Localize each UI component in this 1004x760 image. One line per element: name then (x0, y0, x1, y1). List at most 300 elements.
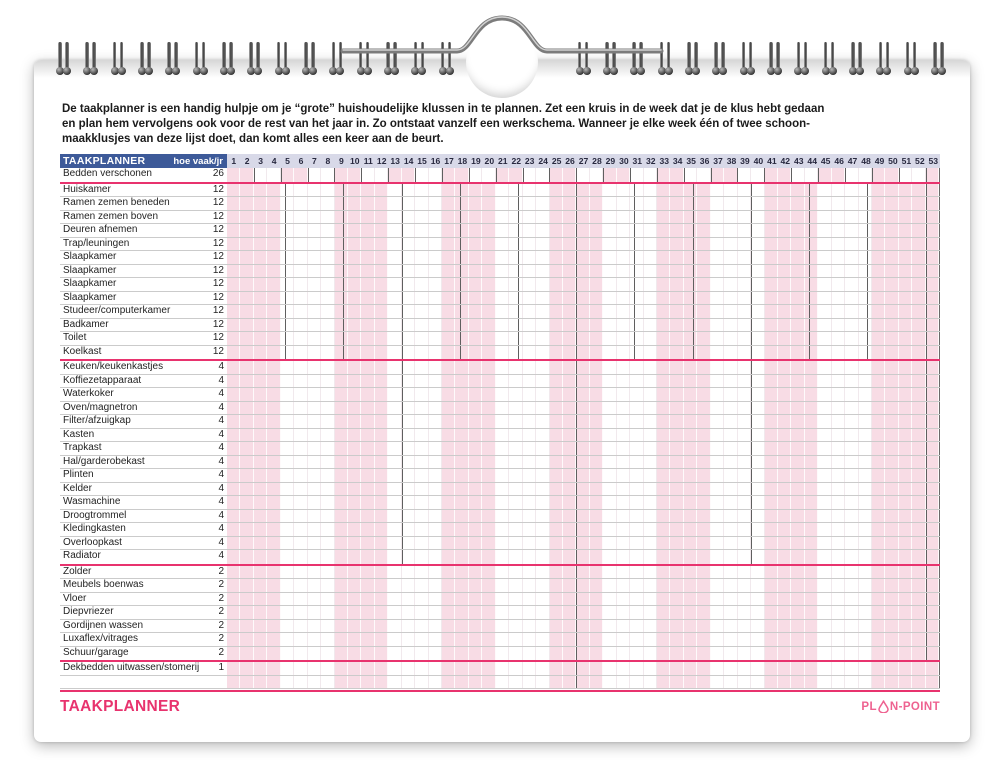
week-cell (482, 361, 495, 374)
period-divider (460, 278, 461, 291)
week-cell (294, 375, 307, 388)
week-cell (751, 523, 764, 536)
week-cell (751, 197, 764, 210)
week-cell (859, 388, 872, 401)
week-number: 10 (350, 156, 360, 166)
week-cell (388, 469, 401, 482)
week-cell (697, 197, 710, 210)
week-cell (859, 523, 872, 536)
week-cell (321, 469, 334, 482)
week-cell (321, 211, 334, 224)
week-cell (644, 238, 657, 251)
week-cell (751, 402, 764, 415)
week-cell (765, 361, 778, 374)
week-cell (845, 168, 858, 182)
week-cell (267, 278, 280, 291)
week-cell (711, 676, 724, 689)
week-cell (254, 332, 267, 345)
week-cell (765, 537, 778, 550)
period-divider (867, 319, 868, 332)
week-cell (361, 184, 374, 197)
table-row (60, 197, 940, 211)
week-cell (550, 168, 563, 182)
period-divider (693, 265, 694, 278)
week-cell (375, 496, 388, 509)
week-cell (563, 606, 576, 619)
week-cell (590, 633, 603, 646)
week-cell (455, 238, 468, 251)
task-section (60, 184, 940, 362)
week-cell (765, 620, 778, 633)
table-row (60, 388, 940, 402)
week-cell (617, 278, 630, 291)
week-cell (738, 662, 751, 675)
week-cell (778, 184, 791, 197)
week-cell (603, 566, 616, 579)
week-cell (872, 523, 885, 536)
week-cell (899, 332, 912, 345)
table-header (60, 154, 940, 168)
week-cell (926, 469, 939, 482)
week-cell (361, 402, 374, 415)
week-number: 23 (524, 156, 535, 166)
week-cell (738, 168, 751, 182)
week-cell (482, 496, 495, 509)
binding-loop (139, 42, 152, 80)
week-cell (294, 319, 307, 332)
week-cell (442, 633, 455, 646)
week-cell (738, 319, 751, 332)
week-cell (496, 647, 509, 661)
week-cell (684, 361, 697, 374)
week-cell (670, 456, 683, 469)
period-divider (402, 305, 403, 318)
week-cell (348, 496, 361, 509)
week-cell (509, 537, 522, 550)
week-cell (536, 415, 549, 428)
binding-loop (823, 42, 836, 80)
week-cell (375, 211, 388, 224)
period-divider (343, 332, 344, 345)
week-cell (724, 251, 737, 264)
week-cell (711, 483, 724, 496)
week-cell (724, 647, 737, 661)
week-cell (899, 593, 912, 606)
period-divider (693, 292, 694, 305)
week-cell (872, 346, 885, 360)
week-cell (751, 676, 764, 689)
week-cell (899, 238, 912, 251)
week-cell (576, 579, 589, 592)
week-cell (912, 305, 925, 318)
week-cell (778, 292, 791, 305)
week-cell (738, 292, 751, 305)
period-divider (343, 278, 344, 291)
week-cell (348, 579, 361, 592)
period-divider (576, 305, 577, 318)
task-label: Hal/garderobekast (63, 455, 145, 467)
week-cell (227, 402, 240, 415)
week-number: 26 (565, 156, 575, 166)
week-cell (536, 197, 549, 210)
week-cell (697, 388, 710, 401)
week-cell (657, 305, 670, 318)
week-cell (267, 579, 280, 592)
week-cell (388, 496, 401, 509)
week-cell (348, 251, 361, 264)
table-row (60, 332, 940, 346)
week-cell (227, 676, 240, 689)
week-cell (590, 510, 603, 523)
week-cell (697, 593, 710, 606)
period-divider (926, 510, 927, 523)
week-grid (227, 415, 940, 428)
task-frequency: 2 (218, 619, 224, 631)
week-cell (684, 442, 697, 455)
binding-loop (303, 42, 316, 80)
week-cell (644, 647, 657, 661)
week-cell (885, 402, 898, 415)
week-cell (751, 456, 764, 469)
week-cell (482, 415, 495, 428)
week-cell (402, 647, 415, 661)
period-divider (415, 168, 416, 182)
week-cell (455, 606, 468, 619)
period-divider (496, 168, 497, 182)
week-cell (711, 620, 724, 633)
period-divider (872, 168, 873, 182)
week-cell (550, 332, 563, 345)
week-cell (670, 606, 683, 619)
week-cell (281, 593, 294, 606)
period-divider (926, 496, 927, 509)
week-cell (778, 346, 791, 360)
week-cell (845, 305, 858, 318)
week-cell (899, 523, 912, 536)
week-cell (321, 197, 334, 210)
week-cell (778, 483, 791, 496)
week-cell (388, 537, 401, 550)
period-divider (388, 168, 389, 182)
week-cell (455, 550, 468, 564)
week-cell (845, 292, 858, 305)
task-frequency: 2 (218, 565, 224, 577)
period-divider (285, 265, 286, 278)
week-cell (321, 662, 334, 675)
week-grid (227, 265, 940, 278)
period-divider (867, 238, 868, 251)
period-divider (926, 550, 927, 564)
week-cell (738, 265, 751, 278)
week-cell (348, 566, 361, 579)
week-cell (670, 647, 683, 661)
period-divider (285, 251, 286, 264)
week-cell (818, 620, 831, 633)
week-cell (402, 676, 415, 689)
period-divider (634, 278, 635, 291)
week-cell (885, 550, 898, 564)
week-cell (469, 537, 482, 550)
week-cell (240, 375, 253, 388)
week-cell (523, 662, 536, 675)
table-row (60, 429, 940, 443)
week-cell (630, 402, 643, 415)
table-row (60, 550, 940, 564)
week-cell (576, 415, 589, 428)
week-cell (536, 633, 549, 646)
week-cell (617, 537, 630, 550)
week-cell (550, 662, 563, 675)
week-cell (617, 442, 630, 455)
freq-column-header: hoe vaak/jr (173, 155, 223, 167)
week-cell (375, 647, 388, 661)
period-divider (926, 251, 927, 264)
week-cell (791, 265, 804, 278)
week-cell (415, 168, 428, 182)
week-cell (523, 483, 536, 496)
week-grid (227, 251, 940, 264)
period-divider (402, 292, 403, 305)
week-cell (267, 265, 280, 278)
week-cell (872, 415, 885, 428)
week-cell (670, 238, 683, 251)
week-cell (818, 483, 831, 496)
week-cell (697, 332, 710, 345)
week-cell (509, 647, 522, 661)
week-cell (791, 319, 804, 332)
week-cell (455, 375, 468, 388)
week-cell (805, 251, 818, 264)
week-cell (267, 184, 280, 197)
period-divider (867, 211, 868, 224)
week-cell (832, 676, 845, 689)
week-cell (335, 510, 348, 523)
week-cell (348, 537, 361, 550)
week-cell (415, 456, 428, 469)
week-cell (429, 676, 442, 689)
week-cell (765, 251, 778, 264)
period-divider (343, 224, 344, 237)
week-cell (805, 523, 818, 536)
week-cell (442, 388, 455, 401)
week-cell (429, 566, 442, 579)
week-cell (294, 251, 307, 264)
week-cell (872, 469, 885, 482)
week-cell (335, 305, 348, 318)
week-cell (523, 579, 536, 592)
week-cell (536, 388, 549, 401)
week-cell (670, 523, 683, 536)
intro-line-2: en plan hem vervolgens ook voor de rest van het jaar in. Zo ontstaat vanzelf een werkschema. Wanneer je elke week één of twee schoon- (62, 118, 810, 130)
week-cell (832, 579, 845, 592)
week-cell (415, 593, 428, 606)
week-cell (617, 197, 630, 210)
week-cell (509, 278, 522, 291)
period-divider (518, 211, 519, 224)
week-cell (550, 251, 563, 264)
week-cell (832, 496, 845, 509)
week-number: 5 (285, 156, 290, 166)
week-cell (469, 388, 482, 401)
week-cell (240, 579, 253, 592)
week-cell (832, 346, 845, 360)
week-cell (294, 429, 307, 442)
week-cell (912, 278, 925, 291)
week-cell (469, 197, 482, 210)
week-cell (321, 346, 334, 360)
week-cell (791, 606, 804, 619)
week-cell (267, 375, 280, 388)
week-cell (550, 620, 563, 633)
week-grid (227, 388, 940, 401)
week-cell (859, 305, 872, 318)
week-cell (684, 346, 697, 360)
week-cell (644, 523, 657, 536)
period-divider (518, 184, 519, 197)
week-cell (832, 238, 845, 251)
week-cell (899, 620, 912, 633)
week-cell (630, 550, 643, 564)
week-cell (254, 211, 267, 224)
period-divider (402, 251, 403, 264)
week-cell (281, 251, 294, 264)
week-cell (684, 633, 697, 646)
task-label: Luxaflex/vitrages (63, 633, 139, 644)
week-cell (308, 224, 321, 237)
week-cell (644, 550, 657, 564)
week-cell (603, 647, 616, 661)
week-cell (684, 550, 697, 564)
week-cell (550, 469, 563, 482)
week-cell (335, 361, 348, 374)
table-row (60, 442, 940, 456)
week-cell (482, 346, 495, 360)
week-cell (899, 197, 912, 210)
week-cell (724, 388, 737, 401)
week-cell (899, 647, 912, 661)
week-cell (321, 224, 334, 237)
week-cell (415, 676, 428, 689)
week-cell (482, 647, 495, 661)
week-cell (469, 442, 482, 455)
week-cell (281, 211, 294, 224)
week-cell (818, 332, 831, 345)
table-row (60, 647, 940, 661)
week-cell (724, 566, 737, 579)
week-cell (885, 633, 898, 646)
week-cell (926, 442, 939, 455)
week-cell (482, 375, 495, 388)
week-cell (415, 251, 428, 264)
week-cell (912, 633, 925, 646)
week-cell (684, 184, 697, 197)
week-cell (294, 606, 307, 619)
task-frequency: 4 (218, 388, 224, 399)
week-cell (388, 633, 401, 646)
week-cell (415, 566, 428, 579)
week-cell (563, 676, 576, 689)
week-cell (697, 566, 710, 579)
week-cell (469, 278, 482, 291)
period-divider (684, 168, 685, 182)
week-cell (603, 238, 616, 251)
week-grid (227, 305, 940, 318)
week-cell (550, 456, 563, 469)
week-cell (388, 305, 401, 318)
task-section (60, 168, 940, 184)
week-cell (482, 388, 495, 401)
week-cell (442, 456, 455, 469)
week-cell (267, 332, 280, 345)
week-grid (227, 319, 940, 332)
week-cell (294, 197, 307, 210)
week-cell (509, 388, 522, 401)
week-cell (509, 184, 522, 197)
period-divider (549, 168, 550, 182)
week-grid (227, 224, 940, 237)
week-grid (227, 456, 940, 469)
week-cell (697, 633, 710, 646)
week-cell (778, 197, 791, 210)
week-cell (455, 510, 468, 523)
week-cell (496, 676, 509, 689)
week-grid (227, 496, 940, 509)
week-cell (859, 442, 872, 455)
task-label: Koelkast (63, 345, 102, 357)
week-cell (402, 184, 415, 197)
week-cell (644, 388, 657, 401)
week-cell (778, 361, 791, 374)
week-cell (845, 606, 858, 619)
week-cell (523, 319, 536, 332)
week-cell (388, 292, 401, 305)
week-cell (523, 251, 536, 264)
week-cell (590, 292, 603, 305)
week-cell (818, 566, 831, 579)
week-cell (590, 566, 603, 579)
week-cell (859, 593, 872, 606)
period-divider (361, 168, 362, 182)
week-cell (576, 469, 589, 482)
week-cell (442, 292, 455, 305)
week-cell (361, 550, 374, 564)
week-cell (670, 224, 683, 237)
week-cell (657, 168, 670, 182)
week-cell (818, 606, 831, 619)
week-cell (724, 319, 737, 332)
week-cell (697, 402, 710, 415)
week-cell (684, 332, 697, 345)
week-cell (455, 523, 468, 536)
week-cell (429, 510, 442, 523)
week-cell (496, 662, 509, 675)
week-cell (254, 593, 267, 606)
period-divider (926, 415, 927, 428)
week-cell (308, 579, 321, 592)
week-cell (724, 523, 737, 536)
week-cell (496, 510, 509, 523)
week-cell (429, 346, 442, 360)
week-cell (335, 606, 348, 619)
week-cell (240, 620, 253, 633)
week-cell (415, 442, 428, 455)
period-divider (751, 537, 752, 550)
week-cell (765, 184, 778, 197)
week-cell (926, 265, 939, 278)
week-cell (603, 606, 616, 619)
period-divider (751, 184, 752, 197)
week-cell (617, 620, 630, 633)
